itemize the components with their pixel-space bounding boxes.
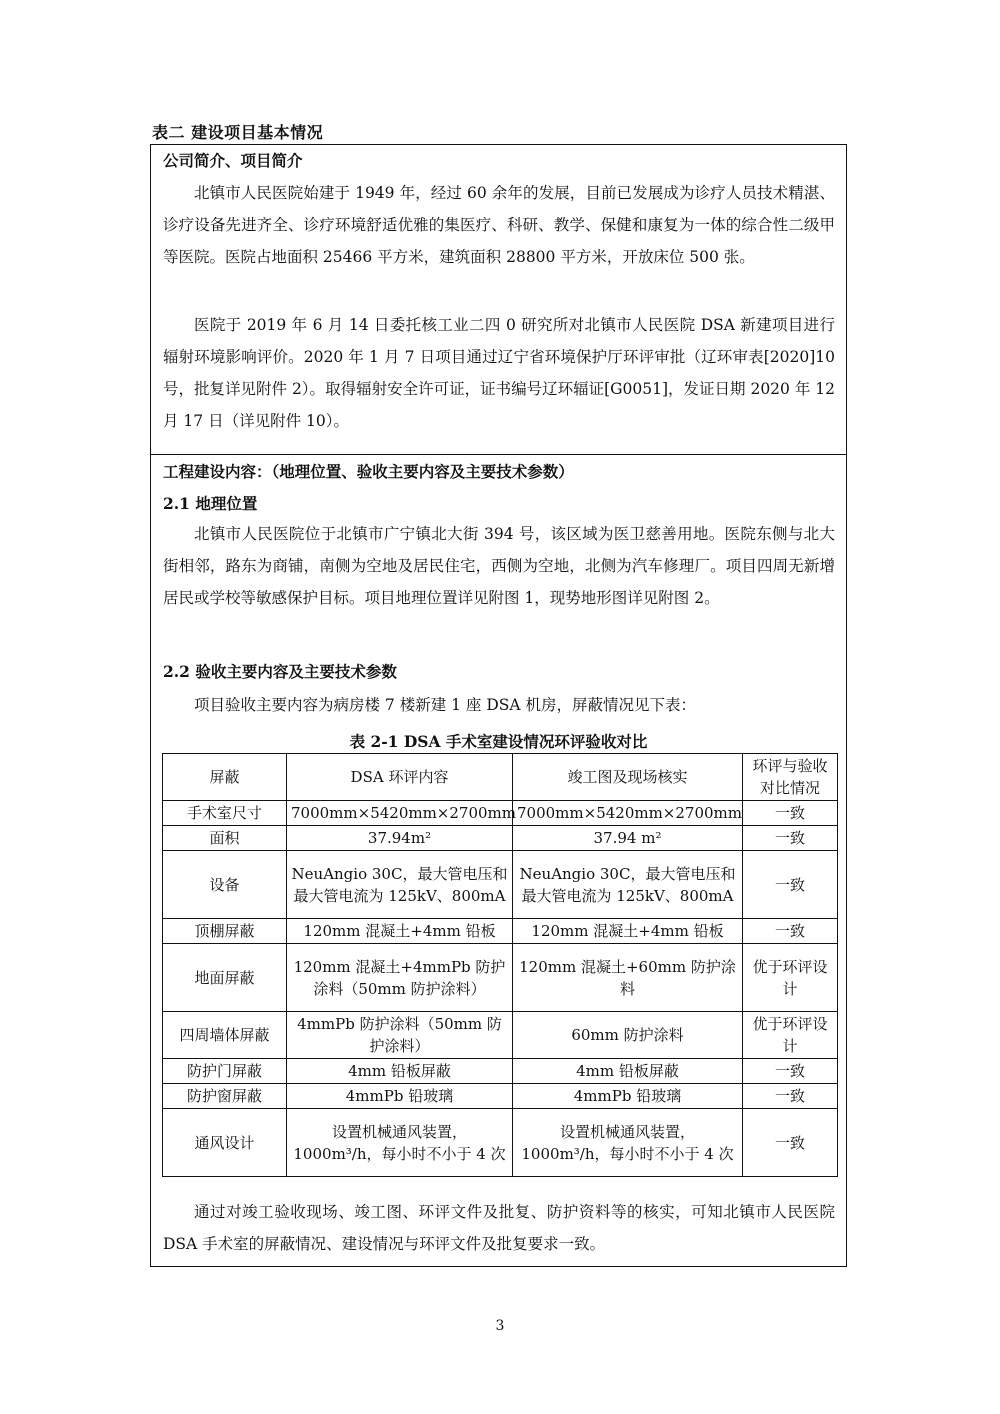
- table-cell: 设置机械通风装置，1000m³/h，每小时不小于 4 次: [513, 1109, 743, 1177]
- header-shielding: 屏蔽: [163, 754, 287, 801]
- header-as-built: 竣工图及现场核实: [513, 754, 743, 801]
- table-cell: 一致: [743, 919, 838, 944]
- location-paragraph: 北镇市人民医院位于北镇市广宁镇北大街 394 号，该区域为医卫慈善用地。医院东侧与北大街相邻，路东为商铺，南侧为空地及居民住宅，西侧为空地，北侧为汽车修理厂。项目四周无新增居民或学校等敏感保护目标。项目地理位置详见附图 1，现势地形图详见附图 2。: [163, 525, 835, 607]
- company-intro-paragraph-2: 医院于 2019 年 6 月 14 日委托核工业二四 0 研究所对北镇市人民医院 DSA 新建项目进行辐射环境影响评价。2020 年 1 月 7 日项目通过辽宁省环境保护厅环评审批（辽环审表[2020]10 号，批复详见附件 2）。取得辐射安全许可证，证书编号辽环辐证[G0051]，发证日期 2020 年 12 月 17 日（详见附件 10）。: [163, 316, 835, 430]
- location-subheading: 2.1 地理位置: [163, 494, 258, 513]
- table-cell: 120mm 混凝土+4mm 铅板: [287, 919, 513, 944]
- table-cell: 7000mm×5420mm×2700mm: [513, 801, 743, 826]
- table-row: [163, 851, 838, 919]
- table-cell: 手术室尺寸: [163, 801, 287, 826]
- table-cell: 120mm 混凝土+4mmPb 防护涂料（50mm 防护涂料）: [287, 944, 513, 1012]
- document-title: 表二 建设项目基本情况: [152, 123, 324, 142]
- table-cell: 4mmPb 铅玻璃: [513, 1084, 743, 1109]
- table-cell: 4mm 铅板屏蔽: [513, 1059, 743, 1084]
- page-number: 3: [495, 1318, 505, 1334]
- section-divider: [151, 454, 846, 455]
- table-cell: 37.94 m²: [513, 826, 743, 851]
- table-cell: 通风设计: [163, 1109, 287, 1177]
- table-cell: 设备: [163, 851, 287, 919]
- table-cell: 一致: [743, 1084, 838, 1109]
- table-row: [163, 1109, 838, 1177]
- table-cell: 顶棚屏蔽: [163, 919, 287, 944]
- table-cell: 60mm 防护涂料: [513, 1012, 743, 1059]
- table-row: [163, 826, 838, 851]
- company-intro-paragraph-1: 北镇市人民医院始建于 1949 年，经过 60 余年的发展，目前已发展成为诊疗人员技术精湛、诊疗设备先进齐全、诊疗环境舒适优雅的集医疗、科研、教学、保健和康复为一体的综合性二级甲等医院。医院占地面积 25466 平方米，建筑面积 28800 平方米，开放床位 500 张。: [163, 184, 835, 266]
- conclusion-paragraph: 通过对竣工验收现场、竣工图、环评文件及批复、防护资料等的核实，可知北镇市人民医院 DSA 手术室的屏蔽情况、建设情况与环评文件及批复要求一致。: [163, 1203, 835, 1253]
- table-cell: 四周墙体屏蔽: [163, 1012, 287, 1059]
- table-cell: 一致: [743, 826, 838, 851]
- table-cell: 4mmPb 铅玻璃: [287, 1084, 513, 1109]
- table-cell: 面积: [163, 826, 287, 851]
- table-cell: 一致: [743, 851, 838, 919]
- table-cell: 120mm 混凝土+4mm 铅板: [513, 919, 743, 944]
- company-intro-heading: 公司简介、项目简介: [163, 151, 303, 170]
- header-eia-content: DSA 环评内容: [287, 754, 513, 801]
- basic-info-frame: [150, 144, 847, 1267]
- table-cell: 设置机械通风装置，1000m³/h，每小时不小于 4 次: [287, 1109, 513, 1177]
- table-row: [163, 944, 838, 1012]
- table-cell: 4mmPb 防护涂料（50mm 防护涂料）: [287, 1012, 513, 1059]
- table-row: [163, 801, 838, 826]
- table-cell: 一致: [743, 1109, 838, 1177]
- table-header-row: [163, 754, 838, 801]
- table-row: [163, 1084, 838, 1109]
- table-cell: 优于环评设计: [743, 1012, 838, 1059]
- table-cell: NeuAngio 30C，最大管电压和最大管电流为 125kV、800mA: [287, 851, 513, 919]
- table-cell: 防护窗屏蔽: [163, 1084, 287, 1109]
- table-caption: 表 2-1 DSA 手术室建设情况环评验收对比: [349, 732, 648, 751]
- table-cell: 优于环评设计: [743, 944, 838, 1012]
- table-cell: NeuAngio 30C，最大管电压和最大管电流为 125kV、800mA: [513, 851, 743, 919]
- shielding-comparison-table: [162, 753, 838, 1177]
- table-cell: 一致: [743, 1059, 838, 1084]
- header-comparison: 环评与验收对比情况: [743, 754, 838, 801]
- acceptance-subheading: 2.2 验收主要内容及主要技术参数: [163, 662, 397, 681]
- table-cell: 7000mm×5420mm×2700mm: [287, 801, 513, 826]
- table-cell: 37.94m²: [287, 826, 513, 851]
- table-row: [163, 919, 838, 944]
- table-cell: 4mm 铅板屏蔽: [287, 1059, 513, 1084]
- construction-heading: 工程建设内容：（地理位置、验收主要内容及主要技术参数）: [163, 462, 574, 481]
- table-row: [163, 1059, 838, 1084]
- acceptance-paragraph: 项目验收主要内容为病房楼 7 楼新建 1 座 DSA 机房，屏蔽情况见下表：: [194, 696, 697, 714]
- table-cell: 防护门屏蔽: [163, 1059, 287, 1084]
- table-cell: 120mm 混凝土+60mm 防护涂料: [513, 944, 743, 1012]
- table-cell: 一致: [743, 801, 838, 826]
- table-row: [163, 1012, 838, 1059]
- table-cell: 地面屏蔽: [163, 944, 287, 1012]
